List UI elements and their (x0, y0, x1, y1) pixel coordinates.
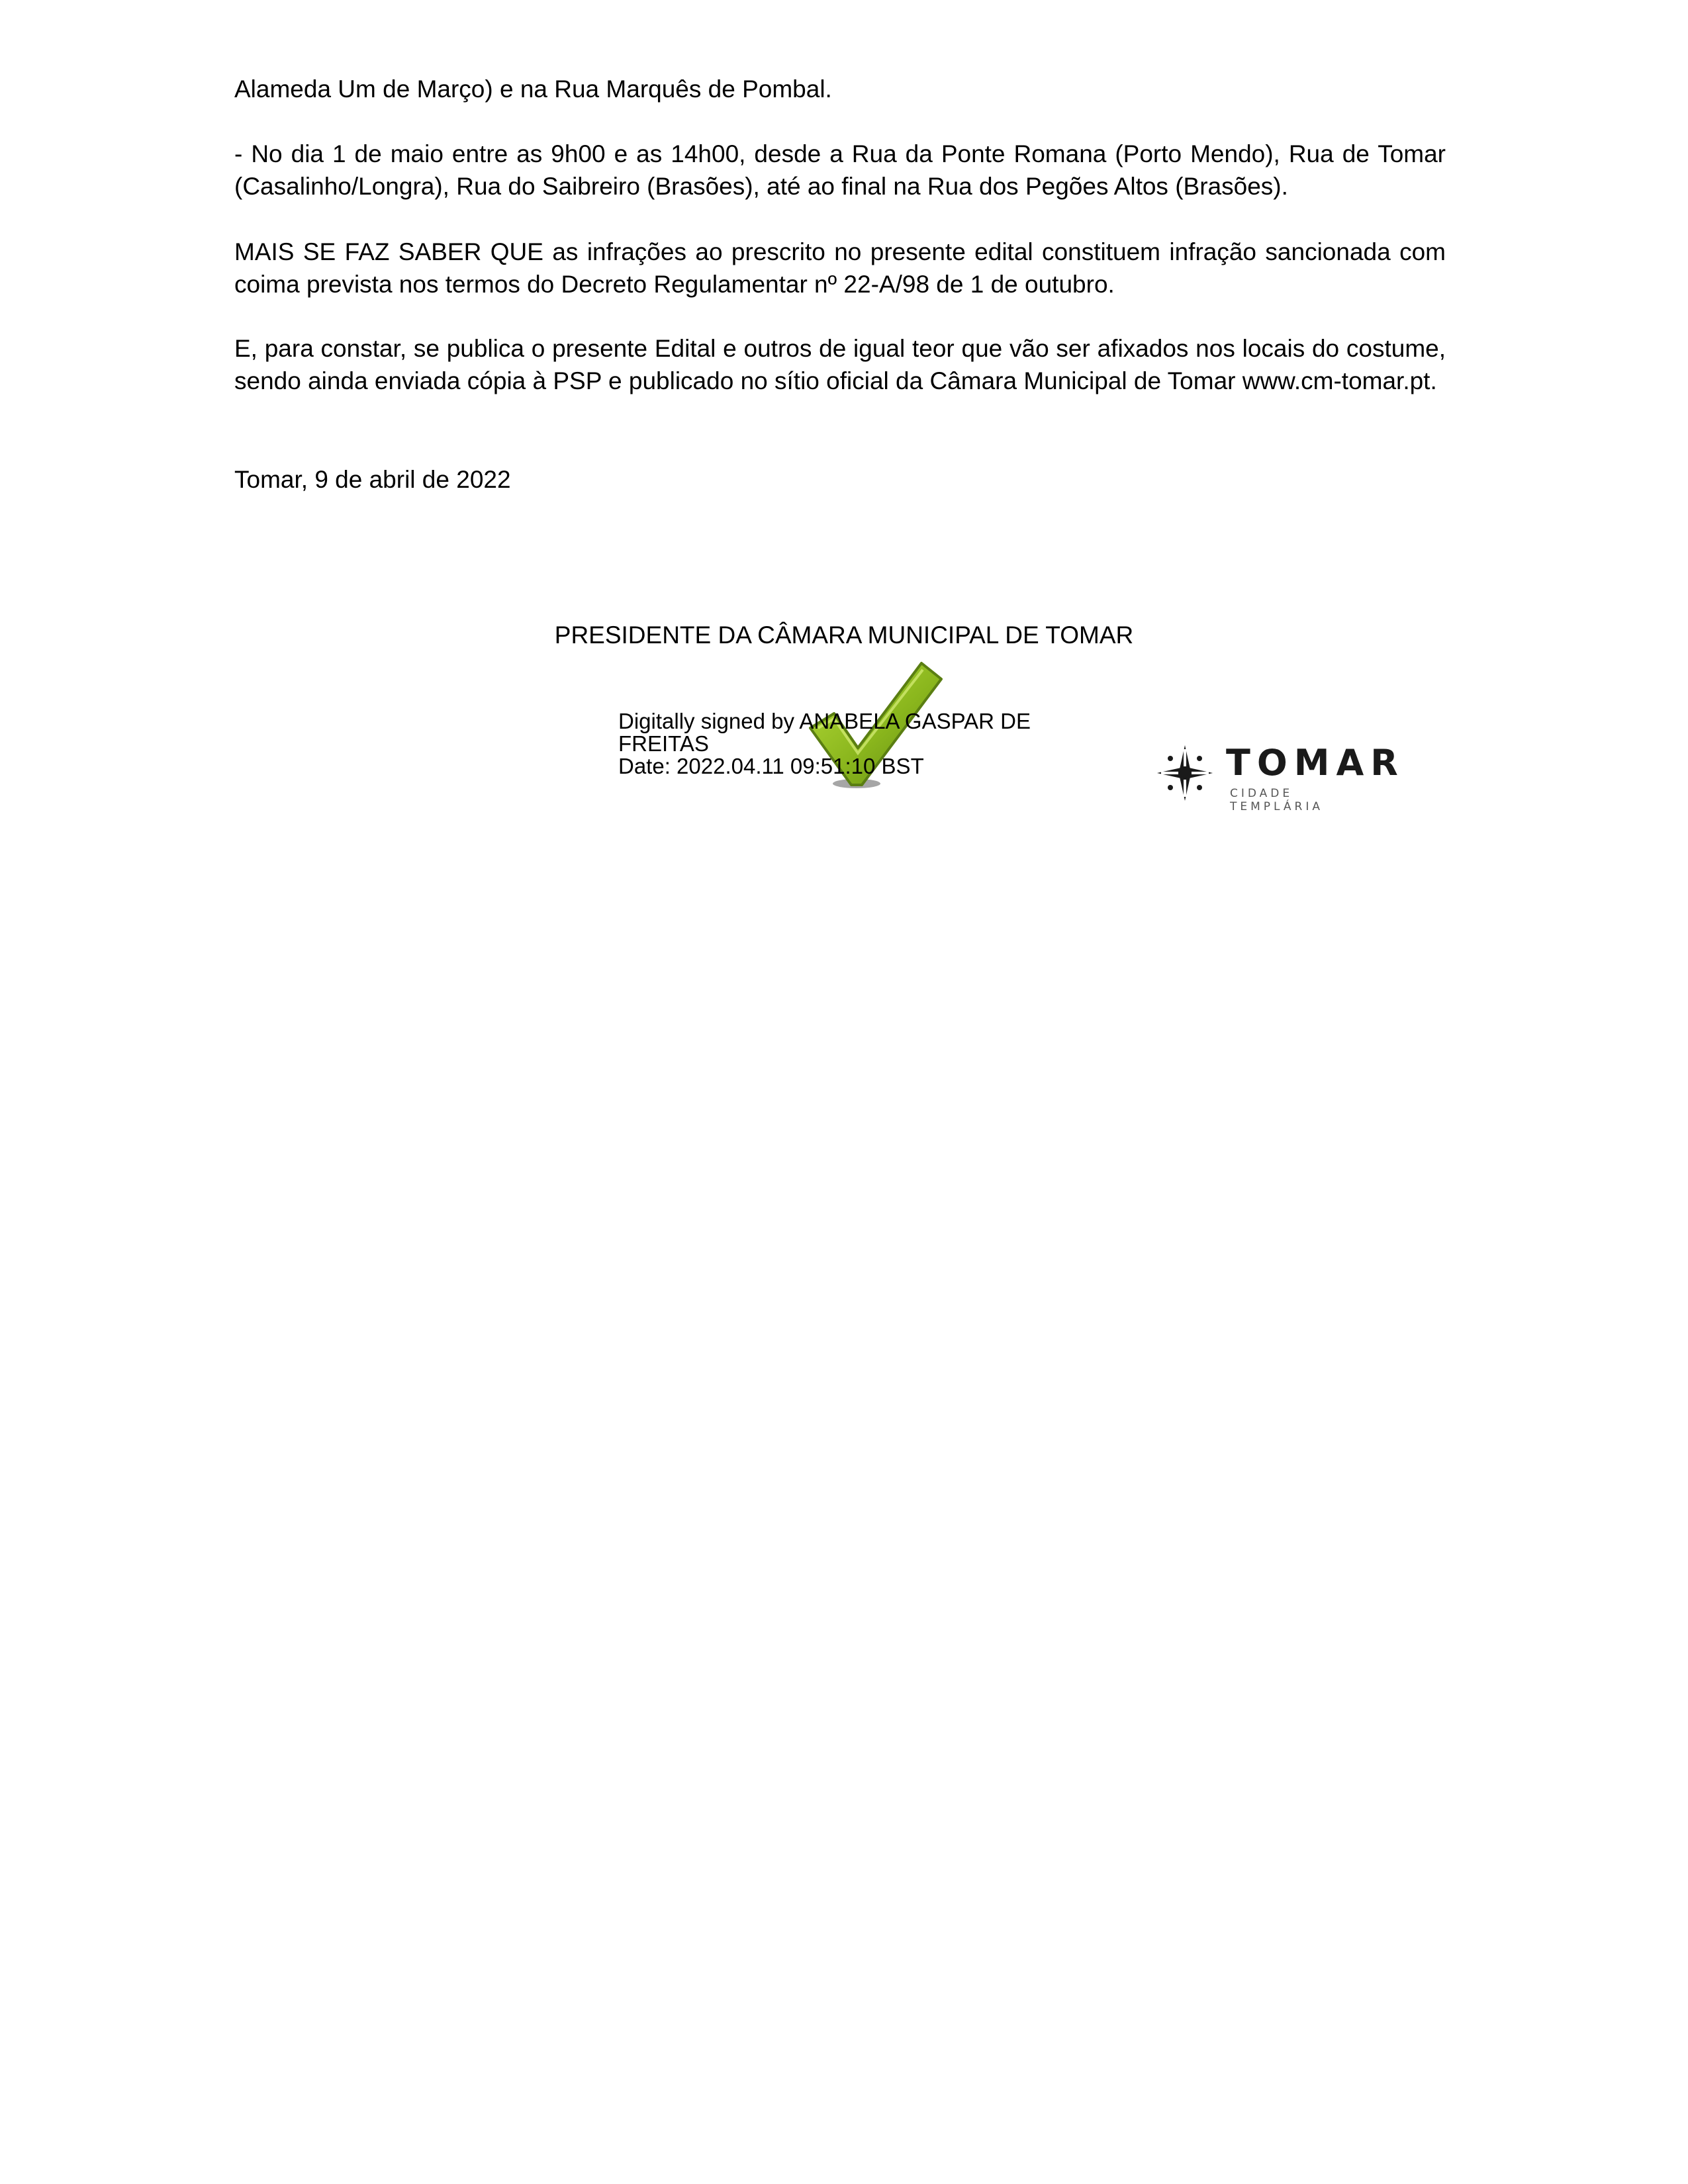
signature-signed-by: Digitally signed by ANABELA GASPAR DE (618, 709, 1031, 733)
signer-title: PRESIDENTE DA CÂMARA MUNICIPAL DE TOMAR (554, 621, 1134, 649)
paragraph-infractions-notice: MAIS SE FAZ SABER QUE as infrações ao prescrito no presente edital constituem infração sancionada com coima prevista nos termos do Decreto Regulamentar nº 22-A/98 de 1 de outubro. (234, 238, 1446, 298)
signature-signer-surname: FREITAS (618, 731, 709, 756)
paragraph-publication-notice: E, para constar, se publica o presente Edital e outros de igual teor que vão ser afixados nos locais do costume, sendo ainda enviada cópia à PSP e publicado no sítio oficial da Câmara Municipal de Tomar www.cm-tomar.pt. (234, 335, 1446, 394)
tomar-logo (1154, 737, 1405, 813)
paragraph-may-first-route: - No dia 1 de maio entre as 9h00 e as 14h00, desde a Rua da Ponte Romana (Porto Mendo), Rua de Tomar (Casalinho/Longra), Rua do Saibreiro (Brasões), até ao final na Rua dos Pegões Altos (Brasões). (234, 140, 1446, 200)
digital-signature-block (618, 710, 1148, 778)
document-date: Tomar, 9 de abril de 2022 (234, 466, 511, 493)
paragraph-street-continuation: Alameda Um de Março) e na Rua Marquês de Pombal. (234, 75, 832, 103)
logo-subtitle: CIDADE TEMPLÁRIA (1230, 787, 1323, 813)
signature-date: Date: 2022.04.11 09:51:10 BST (618, 754, 924, 778)
logo-wordmark: TOMAR (1226, 742, 1405, 784)
templar-cross-icon (1154, 743, 1215, 803)
